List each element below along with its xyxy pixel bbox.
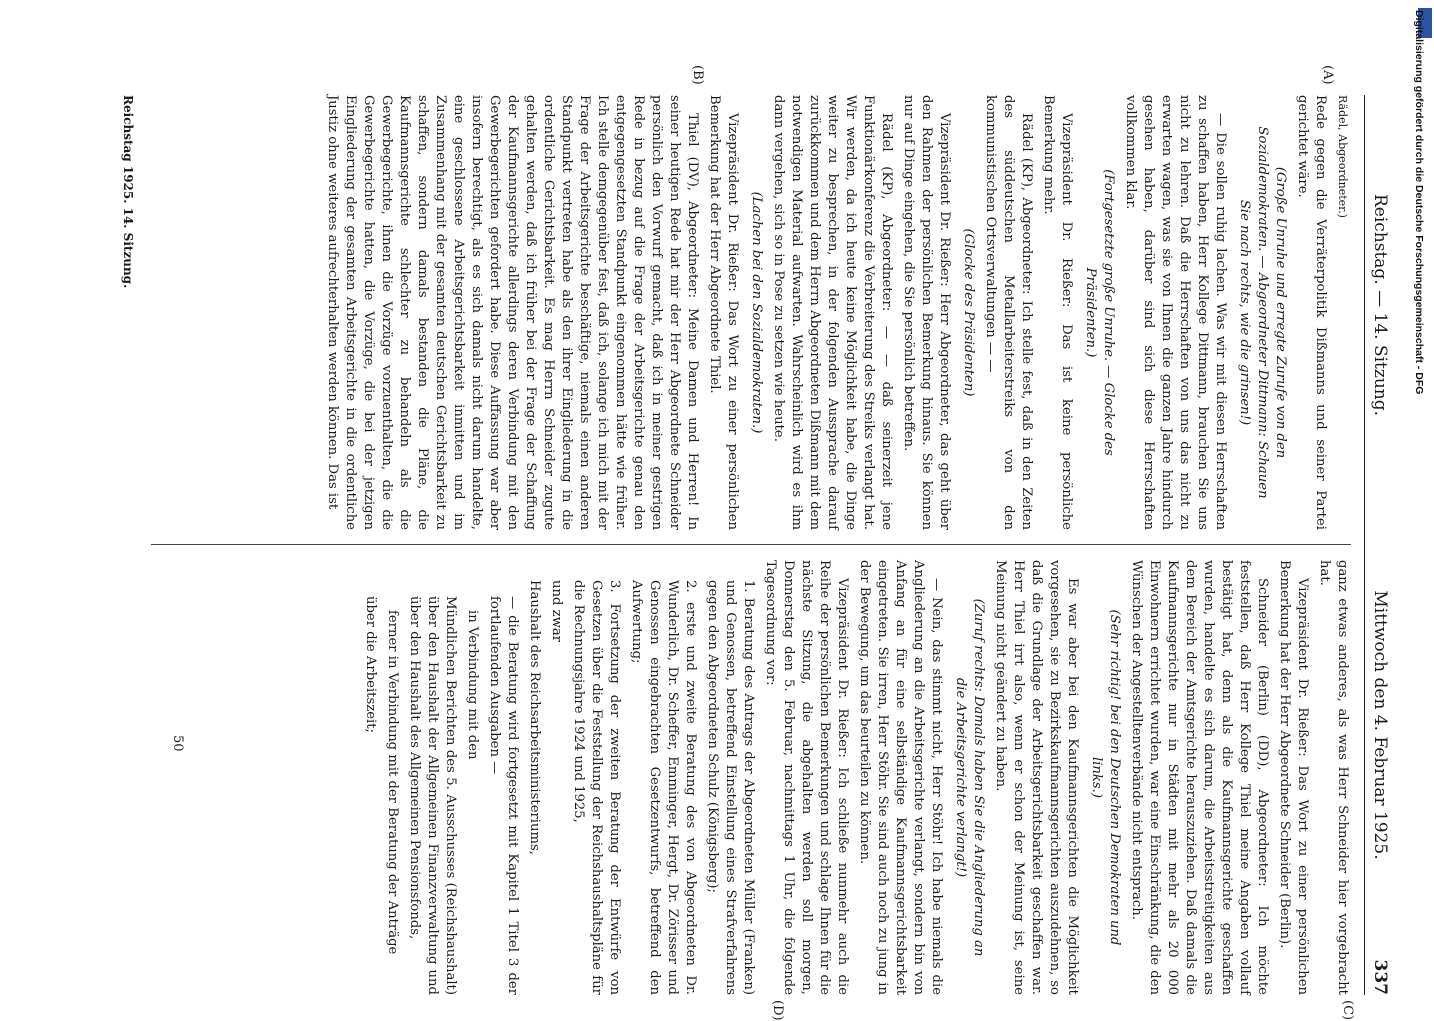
paragraph: Vizepräsident Dr. Rießer: Ich schließe nunmehr auch die Reihe der persönlichen Bemerkungen und schlage Ihnen für die nächste Sitzung, die abgehalten werden soll morgen, Donnerstag den 5. Februar, nachmittags 1 Uhr, die folgende Tagesordnung vor:	[763, 560, 850, 995]
paragraph: Vizepräsident Dr. Rießer: Das ist keine persönliche Bemerkung mehr.	[1041, 95, 1074, 530]
interjection: (Lachen bei den Sozialdemokraten.)	[749, 191, 764, 434]
paragraph: Vizepräsident Dr. Rießer: Das Wort zu einer persönlichen Bemerkung hat der Herr Abgeordnete Schneider (Berlin).	[1277, 560, 1310, 995]
interjection: (Fortgesetzte große Unruhe. — Glocke des Präsidenten.)	[1083, 169, 1116, 456]
closing-line: in Verbindung mit den	[465, 610, 480, 760]
paragraph: Rädel (KP), Abgeordneter: Ich stelle fest, daß in den Zeiten des süddeutschen Metallarbeiterstreiks von den kommunistischen Ortsverwaltungen — —	[983, 95, 1034, 530]
closing-line: Mündlichen Berichten des 5. Ausschusses (Reichshaushalt) über den Haushalt der Allgemeinen Finanzverwaltung und über den Haushalt des Allgemeinen Pensionsfonds,	[407, 596, 458, 995]
closing-line: — die Beratung wird fortgesetzt mit Kapitel 1 Titel 3 der fortlaufenden Ausgaben —	[487, 596, 520, 995]
margin-a: (A)	[1320, 65, 1335, 85]
paragraph: Vizepräsident Dr. Rießer: Das Wort zu einer persönlichen Bemerkung hat der Herr Abgeordnete Thiel.	[707, 95, 740, 530]
paragraph: Vizepräsident Dr. Rießer: Herr Abgeordneter, das geht über den Rahmen der persönlichen Bemerkung hinaus. Sie können nur auf Dinge eingehen, die Sie persönlich betreffen.	[901, 95, 952, 530]
margin-d: (D)	[770, 1000, 785, 1021]
interjection: (Glocke des Präsidenten)	[961, 228, 976, 397]
right-column	[111, 560, 1351, 995]
closing-line: über die Arbeitszeit;	[363, 596, 378, 733]
agenda-item: 1. Beratung des Antrags der Abgeordneten Müller (Franken) und Genossen, betreffend Einstellung eines Strafverfahrens gegen den Abgeordneten Schulz (Königsberg);	[705, 580, 756, 995]
interjection: (Sehr richtig! bei den Deutschen Demokraten und links.)	[1089, 609, 1122, 946]
paragraph: Rede gegen die Verräterpolitik Dißmanns und seiner Partei gerichtet wäre.	[1295, 95, 1328, 530]
paragraph: Schneider (Berlin) (DD), Abgeordneter: Ich möchte feststellen, daß Herr Kollege Thiel meine Angaben vollauf bestätigt hat, denn als die Kaufmannsgerichte geschaffen wurden, handelte es sich darum, die Arbeitsstreitigkeiten aus dem Bereich der Amtsgerichte herauszuziehen. Daß damals die Kaufmannsgerichte nur in Städten mit mehr als 20 000 Einwohnern errichtet wurden, war eine Einschränkung, die den Wünschen der Angestelltenverbände nicht entsprach.	[1129, 560, 1270, 995]
interjection: (Zuruf rechts: Damals haben Sie die Angliederung an die Arbeitsgerichte verlangt!)	[953, 598, 986, 957]
closing-line: Haushalt des Reichsarbeitsministeriums,	[527, 580, 542, 855]
interjection: (Große Unruhe und erregte Zurufe von den Sozialdemokraten. — Abgeordneter Dittmann: Schauen Sie nach rechts, wie die grinsen!)	[1237, 126, 1288, 499]
page-header	[1364, 95, 1395, 995]
page-number: 337	[1370, 959, 1390, 995]
footer-note: Reichstag 1925. 14. Sitzung.	[121, 95, 135, 289]
closing-line: und zwar	[549, 580, 564, 643]
paragraph: Thiel (DV), Abgeordneter: Meine Damen und Herren! In seiner heutigen Rede hat mir der Herr Abgeordnete Schneider persönlich den Vorwurf gemacht, daß ich in meiner gestrigen Rede in bezug auf die Frage der Arbeitsgerichte genau den entgegengesetzten Standpunkt eingenommen hätte wie früher. Ich stelle demgegenüber fest, daß ich, solange ich mich mit der Frage der Arbeitsgerichte beschäftige, niemals einen anderen Standpunkt vertreten habe als den ihrer Eingliederung in die ordentliche Gerichtsbarkeit. Es mag Herrn Schneider zugute gehalten werden, daß ich früher bei der Frage der Schaffung der Kaufmannsgerichte allerdings deren Verbindung mit den Gewerbegerichten gefordert habe. Diese Auffassung war aber insofern berechtigt, als es sich damals nicht darum handelte, eine geschlossene Arbeitsgerichtsbarkeit inmitten und im Zusammenhang mit der gesamten deutschen Gerichtsbarkeit zu schaffen, sondern damals bestanden die Pläne, die Kaufmannsgerichte schlechter zu behandeln als die Gewerbegerichte, ihnen die Vorzüge vorzuenthalten, die die Gewerbegerichte hatten, die Vorzüge, die bei der jetzigen Eingliederung der gesamten Arbeitsgerichte in die ordentliche Justiz ohne weiteres aufrechterhalten werden können. Das ist	[325, 95, 700, 530]
margin-c: (C)	[1340, 1000, 1355, 1021]
left-column	[111, 95, 1351, 530]
paragraph: Rädel (KP), Abgeordneter: — — daß seinerzeit jene Funktionärkonferenz die Verbreiterung des Streiks verlangt hat. Wir werden, da ich heute keine Möglichkeit habe, die Dinge weiter zu besprechen, in der folgenden Aussprache darauf zurückkommen und dem Herrn Abgeordneten Dißmann mit dem notwendigen Material aufwarten. Wahrscheinlich wird es ihm dann vergehen, sich so in Pose zu setzen wie heute.	[771, 95, 894, 530]
agenda-item: 2. erste und zweite Beratung des von Abgeordneten Dr. Wunderlich, Dr. Scheffer, Emminger, Hergt, Dr. Zörisser und Genossen eingebrachten Gesetzentwurfs, betreffend den Aufwertung;	[629, 580, 698, 995]
column-divider	[151, 544, 1351, 545]
paragraph: Es war aber bei den Kaufmannsgerichten die Möglichkeit vorgesehen, sie zu Bezirkskaufmannsgerichten auszudehnen, so daß die Grundlage der Arbeitsgerichtsbarkeit geschaffen war. Herr Thiel irrt also, wenn er schon der Meinung ist, seine Meinung nicht geändert zu haben.	[993, 560, 1080, 995]
header-left: Reichstag. — 14. Sitzung.	[1370, 193, 1390, 417]
closing-line: ferner in Verbindung mit der Beratung der Anträge	[385, 610, 400, 955]
sheet-number: 50	[170, 735, 185, 752]
running-head: Rädel, Abgeordneter.)	[1336, 95, 1349, 218]
credit-text: Digitalisierung gefördert durch die Deutsche Forschungsgemeinschaft - DFG	[1413, 10, 1425, 395]
digitization-credit	[1412, 10, 1428, 990]
paragraph: — Nein, das stimmt nicht, Herr Stöhr! Ich habe niemals die Angliederung an die Arbeitsgerichte verlangt, sondern bin von Anfang an für eine selbständige Kaufmannsgerichtsbarkeit eingetreten. Sie irren, Herr Stöhr. Sie sind auch noch zu jung in der Bewegung, um das beurteilen zu können.	[857, 560, 944, 995]
header-right: Mittwoch den 4. Februar 1925.	[1370, 590, 1390, 860]
paragraph: — Die sollen ruhig lachen. Was wir mit diesen Herrschaften zu schaffen haben, Herr Kollege Dittmann, brauchen Sie uns nicht zu lehren. Daß die Herrschaften von uns das nicht zu erwarten wagen, was sie von Ihnen die ganzen Jahre hindurch gesehen haben, darüber sind sich diese Herrschaften vollkommen klar.	[1123, 95, 1228, 530]
agenda-item: 3. Fortsetzung der zweiten Beratung der Entwürfe von Gesetzen über die Feststellung der Reichshaushaltspläne für die Rechnungsjahre 1924 und 1925,	[571, 580, 622, 995]
paragraph: ganz etwas anderes, als was Herr Schneider hier vorgebracht hat.	[1317, 560, 1350, 995]
rotated-scan	[95, 65, 1395, 1021]
margin-b: (B)	[690, 65, 705, 85]
